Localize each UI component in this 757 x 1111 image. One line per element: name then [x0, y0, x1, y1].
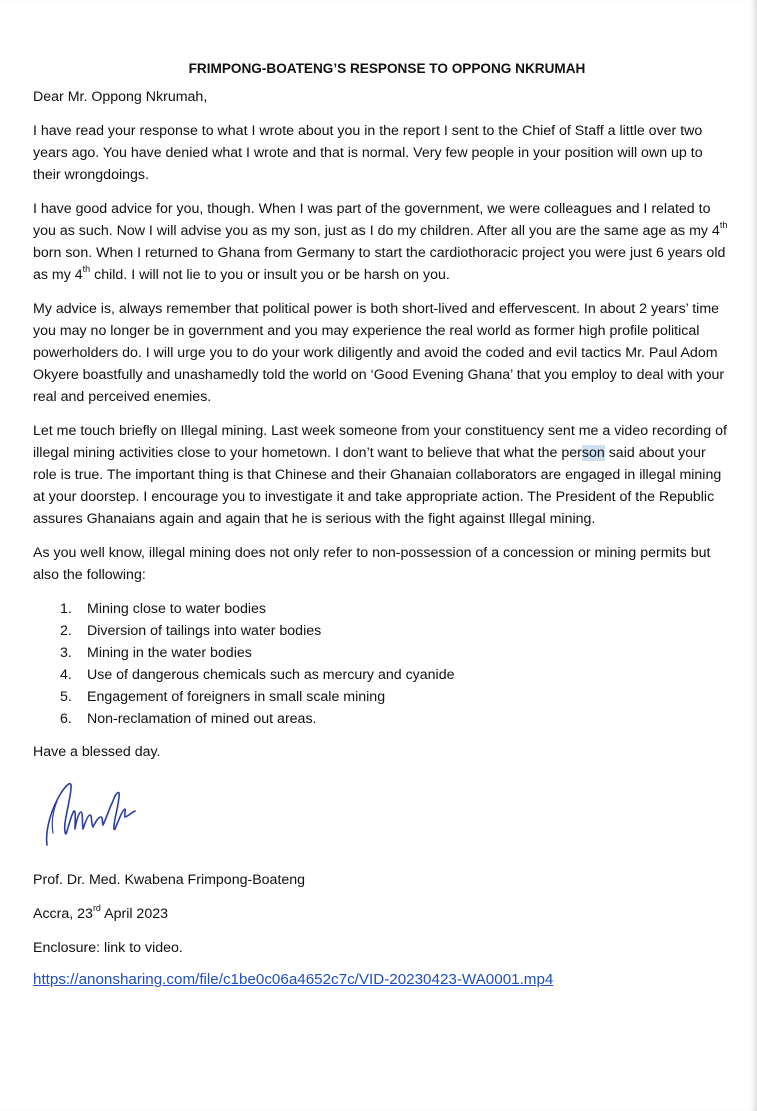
date-month-year: April 2023: [100, 906, 168, 922]
list-item: [33, 620, 733, 642]
text-selection-highlight[interactable]: son: [581, 445, 605, 461]
superscript-th: th: [719, 220, 728, 231]
list-item-text: Mining close to water bodies: [87, 601, 267, 617]
signature-block: [33, 869, 733, 991]
signature-icon: [39, 779, 149, 851]
list-number: 4.: [60, 667, 72, 683]
list-item: [33, 598, 733, 620]
video-link-line: [33, 969, 733, 991]
closing-blessing: Have a blessed day.: [33, 744, 161, 760]
list-number: 1.: [60, 601, 72, 617]
list-item-text: Use of dangerous chemicals such as mercury and cyanide: [87, 667, 455, 683]
letter-body: [33, 58, 733, 1003]
paragraph-4-part-a: Let me touch briefly on Illegal mining. Last week someone from your constituency sent me a video recording of illegal mining activities close to your hometown. I don’t want to believe that what the per: [33, 423, 727, 461]
list-item: [33, 686, 733, 708]
list-item-text: Non-reclamation of mined out areas.: [87, 711, 317, 727]
superscript-rd: rd: [92, 903, 101, 914]
list-item: [33, 664, 733, 686]
paragraph-4-part-b: said about your role is true. The important thing is that Chinese and their Ghanaian collaborators are engaged in illegal mining at your doorstep. I encourage you to investigate it and take appropriate action. The President of the Republic assures Ghanaians again and again that he is serious with the fight against Illegal mining.: [33, 445, 722, 527]
illegal-mining-list: [33, 598, 733, 730]
paragraph-2-part-a: I have good advice for you, though. When I was part of the government, we were colleagues and I related to you as such. Now I will advise you as my son, just as I do my children. After all you are the same age as my 4: [33, 201, 720, 239]
list-item-text: Mining in the water bodies: [87, 645, 252, 661]
paragraph-2-part-b: born son. When I returned to Ghana from Germany to start the cardiothoracic project you were just 6 years old as my 4: [33, 245, 726, 283]
place-date: [33, 903, 733, 925]
list-item: [33, 642, 733, 664]
list-number: 3.: [60, 645, 72, 661]
salutation: Dear Mr. Oppong Nkrumah,: [33, 89, 208, 105]
paragraph-1: I have read your response to what I wrote about you in the report I sent to the Chief of Staff a little over two years ago. You have denied what I wrote and that is normal. Very few people in your position will own up to their wrongdoings.: [33, 123, 703, 183]
place-date-text: Accra, 23: [33, 906, 93, 922]
paragraph-2: [33, 198, 733, 286]
signatory-name: Prof. Dr. Med. Kwabena Frimpong-Boateng: [33, 872, 306, 888]
video-link[interactable]: https://anonsharing.com/file/c1be0c06a4652c7c/VID-20230423-WA0001.mp4: [33, 971, 554, 988]
paragraph-4: [33, 420, 733, 530]
letter-title: FRIMPONG-BOATENG’S RESPONSE TO OPPONG NKRUMAH: [188, 61, 586, 76]
superscript-th: th: [82, 264, 91, 275]
list-number: 5.: [60, 689, 72, 705]
paragraph-5: As you well know, illegal mining does not only refer to non-possession of a concession or mining permits but also the following:: [33, 545, 711, 583]
list-item-text: Diversion of tailings into water bodies: [87, 623, 322, 639]
list-item-text: Engagement of foreigners in small scale mining: [87, 689, 386, 705]
handwritten-signature: [33, 775, 733, 869]
enclosure-note: Enclosure: link to video.: [33, 940, 183, 956]
list-number: 6.: [60, 711, 72, 727]
list-number: 2.: [60, 623, 72, 639]
paragraph-2-part-c: child. I will not lie to you or insult you or be harsh on you.: [90, 267, 450, 283]
paragraph-3: My advice is, always remember that political power is both short-lived and effervescent. In about 2 years’ time you may no longer be in government and you may experience the real world as former high profile political powerholders do. I will urge you to do your work diligently and avoid the coded and evil tactics Mr. Paul Adom Okyere boastfully and unashamedly told the world on ‘Good Evening Ghana’ that you employ to deal with your real and perceived enemies.: [33, 301, 725, 405]
list-item: [33, 708, 733, 730]
